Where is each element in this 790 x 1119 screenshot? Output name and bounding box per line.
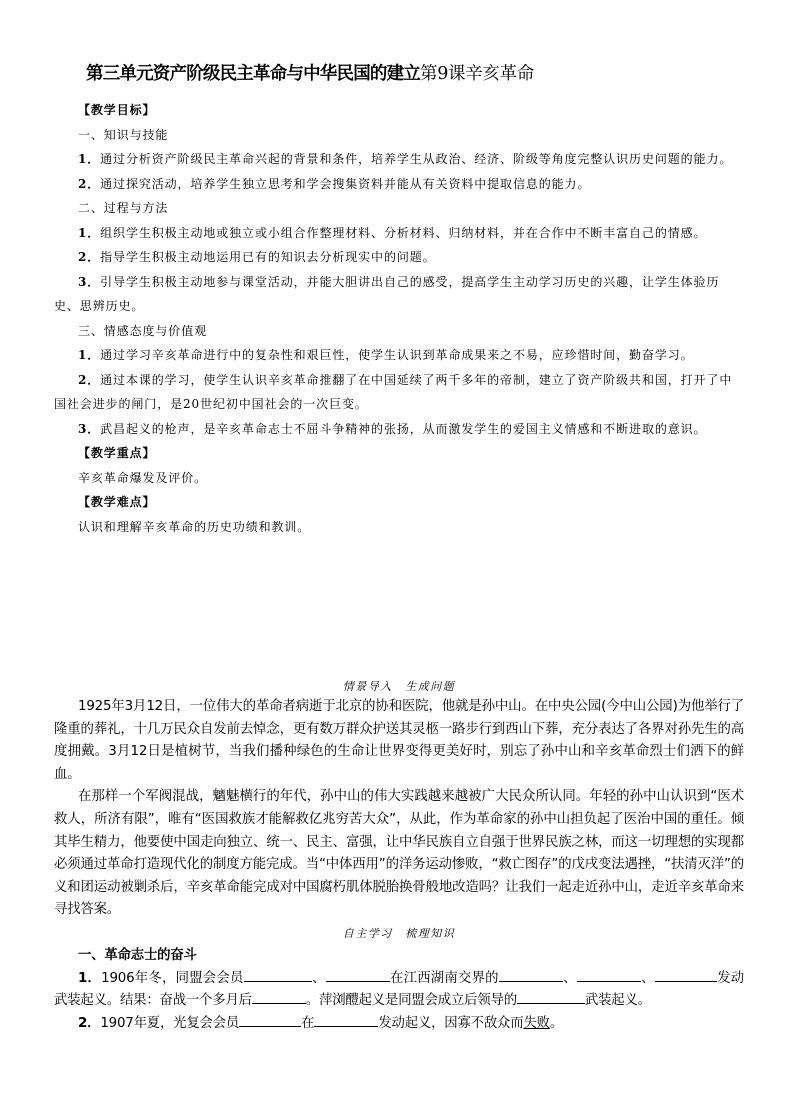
intro-paragraph-2: 在那样一个军阀混战，魑魅横行的年代，孙中山的伟大实践越来越被广大民众所认同。年轻的孙中山认识到“医术救人，所济有限”，唯有“医国救族才能解救亿兆穷苦大众”，从此，作为革命家的孙中山担负起了医治中国的重任。倾其毕生精力，他要使中国走向独立、统一、民主、富强，让中华民族自立自强于世界民族之林，而这一切理想的实现都必须通过革命打造现代化的制度方能完成。当“中体西用”的洋务运动惨败，“救亡图存”的戊戌变法遇挫，“扶清灭洋”的义和团运动被剿杀后，辛亥革命能完成对中国腐朽肌体脱胎换骨般地改造吗？让我们一起走近孙中山，走近辛亥革命来寻找答案。 (54, 789, 744, 918)
lesson-body (54, 678, 744, 1035)
question-1: 1．1906年冬，同盟会会员 、 在江西湖南交界的 、 、 发动武装起义。结果：奋战一个多月后 。萍浏醴起义是同盟会成立后领导的 武装起义。 (54, 970, 744, 1009)
study-heading: 自主学习 梳理知识 (342, 926, 456, 940)
section-heading-revolutionaries: 一、革命志士的奋斗 (78, 947, 197, 963)
knowledge-heading: 一、知识与技能 (78, 127, 169, 142)
unit-title: 第三单元资产阶级民主革命与中华民国的建立 (86, 64, 420, 84)
fill-blank[interactable] (314, 1014, 378, 1027)
emotion-item-1: 1．通过学习辛亥革命进行中的复杂性和艰巨性，使学生认识到革命成果来之不易，应珍惜时间，勤奋学习。 (78, 348, 694, 362)
difficulty-text: 认识和理解辛亥革命的历史功绩和教训。 (78, 519, 311, 534)
fill-blank[interactable] (252, 991, 306, 1004)
fill-blank[interactable] (517, 991, 585, 1004)
focus-heading: 【教学重点】 (78, 446, 156, 460)
fill-blank[interactable] (577, 969, 641, 982)
difficulty-heading: 【教学难点】 (78, 495, 156, 509)
intro-heading: 情景导入 生成问题 (342, 680, 456, 693)
fill-blank[interactable] (499, 969, 563, 982)
lesson-title (86, 60, 726, 85)
process-heading: 二、过程与方法 (78, 201, 169, 215)
process-item-3: 3．引导学生积极主动地参与课堂活动，并能大胆讲出自己的感受，提高学生主动学习历史的兴趣，让学生体验历史、思辨历史。 (54, 274, 720, 313)
focus-text: 辛亥革命爆发及评价。 (78, 470, 208, 485)
process-item-2: 2．指导学生积极主动地运用已有的知识去分析现实中的问题。 (78, 250, 436, 264)
process-item-1: 1．组织学生积极主动地或独立或小组合作整理材料、分析材料、归纳材料，并在合作中不断丰富自己的情感。 (78, 225, 707, 240)
objectives-heading: 【教学目标】 (78, 103, 156, 117)
fill-blank[interactable] (244, 969, 312, 982)
emotion-heading: 三、情感态度与价值观 (78, 323, 208, 338)
knowledge-item-1: 1．通过分析资产阶级民主革命兴起的背景和条件，培养学生从政治、经济、阶级等角度完整认识历史问题的能力。 (78, 152, 733, 166)
fill-blank[interactable] (239, 1014, 301, 1027)
question-2: 2．1907年夏，光复会会员 在 发动起义，因寡不敌众而失败。 (78, 1015, 564, 1031)
fill-blank[interactable] (326, 969, 390, 982)
teaching-objectives (54, 98, 744, 539)
intro-paragraph-1: 1925年3月12日，一位伟大的革命者病逝于北京的协和医院，他就是孙中山。在中央公园(今中山公园)为他举行了隆重的葬礼，十几万民众自发前去悼念，更有数万群众护送其灵柩一路步行到西山下葬，充分表达了各界对孙先生的高度拥戴。3月12日是植树节，当我们播种绿色的生命让世界变得更美好时，别忘了孙中山和辛亥革命烈士们洒下的鲜血。 (54, 699, 744, 782)
fill-blank[interactable] (655, 969, 717, 982)
emotion-item-3: 3．武昌起义的枪声，是辛亥革命志士不屈斗争精神的张扬，从而激发学生的爱国主义情感和不断进取的意识。 (78, 421, 707, 436)
emotion-item-2: 2．通过本课的学习，使学生认识辛亥革命推翻了在中国延续了两千多年的帝制，建立了资产阶级共和国，打开了中国社会进步的闸门，是20世纪初中国社会的一次巨变。 (54, 372, 733, 411)
lesson-name: 第9课辛亥革命 (420, 64, 535, 84)
knowledge-item-2: 2．通过探究活动，培养学生独立思考和学会搜集资料并能从有关资料中提取信息的能力。 (78, 176, 591, 191)
